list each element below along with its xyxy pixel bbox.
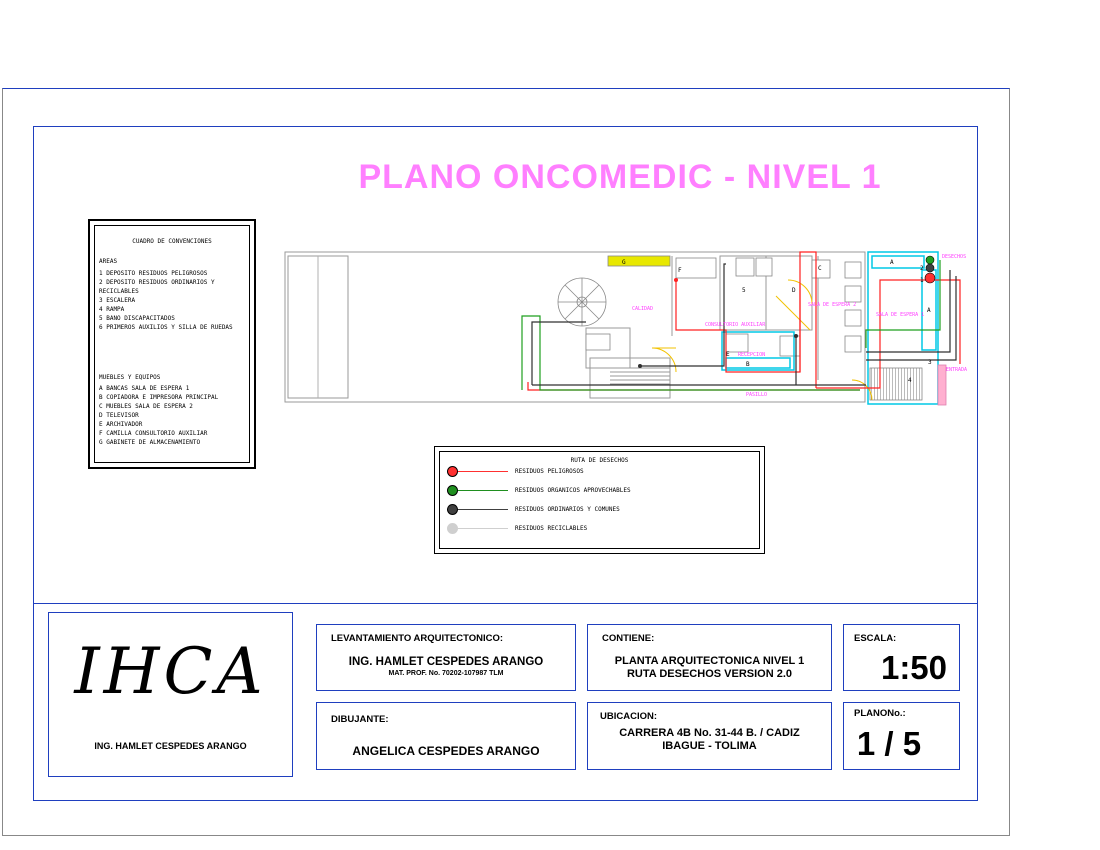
area-item: 5 BANO DISCAPACITADOS [99,315,175,322]
plan-mark-e: E [726,351,730,358]
contains-line2: RUTA DESECHOS VERSION 2.0 [626,668,793,680]
legend-label: RESIDUOS PELIGROSOS [515,468,584,475]
plan-mark-1: 1 [920,277,924,284]
legend-label: RESIDUOS ORGANICOS APROVECHABLES [515,487,631,494]
furniture-list [99,384,218,447]
areas-list [99,269,233,332]
plan-mark-a-side: A [927,307,931,314]
survey-name: ING. HAMLET CESPEDES ARANGO [348,656,544,668]
furniture-item: B COPIADORA E IMPRESORA PRINCIPAL [99,394,219,401]
location-line1: CARRERA 4B No. 31-44 B. / CADIZ [619,727,800,739]
plan-mark-4: 4 [908,377,912,384]
plan-mark-g: G [622,259,626,266]
legend-row-hazardous [447,466,747,478]
label-sala1: SALA DE ESPERA 1 [876,312,925,318]
bin-organic [926,256,934,264]
legend-row-recyclable [447,523,747,535]
sheet-box [843,702,960,770]
area-item: 1 DEPOSITO RESIDUOS PELIGROSOS [99,270,208,277]
bin-hazardous [925,273,935,283]
ordinary-line [458,509,508,510]
logo: IHCA [74,635,267,709]
furniture-item: A BANCAS SALA DE ESPERA 1 [99,385,190,392]
hazardous-dot-icon [447,466,458,477]
label-consultorio: CONSULTORIO AUXILIAR [705,322,766,328]
label-entrada: ENTRADA [946,367,968,373]
legend-label: RESIDUOS ORDINARIOS Y COMUNES [515,506,620,513]
ramp [870,368,922,400]
page-title: PLANO ONCOMEDIC - NIVEL 1 [358,158,882,196]
spiral-stair [558,278,606,326]
route-node [794,334,798,338]
contains-line1: PLANTA ARQUITECTONICA NIVEL 1 [614,655,805,667]
title-block-divider [33,603,978,604]
conventions-table [88,219,256,469]
scale-label: ESCALA: [854,633,897,644]
label-recepcion: RECEPCION [738,352,766,358]
legend-heading: RUTA DE DESECHOS [570,457,629,464]
cabinet-g [608,256,670,266]
plan-mark-c: C [818,265,822,272]
sheet-label: PLANONo.: [854,708,906,719]
organic-dot-icon [447,485,458,496]
building-outline [285,252,865,402]
survey-id: MAT. PROF. No. 70202-107987 TLM [388,670,504,677]
plan-mark-5: 5 [742,287,746,294]
organic-line [458,490,508,491]
location-box [587,702,832,770]
plan-mark-b: B [746,361,750,368]
label-calidad: CALIDAD [632,306,654,312]
plan-mark-d: D [792,287,796,294]
area-item: 2 DEPOSITO RESIDUOS ORDINARIOS Y [99,279,215,286]
recyclable-dot-icon [447,523,458,534]
drafter-name: ANGELICA CESPEDES ARANGO [352,744,540,758]
legend-row-ordinary [447,504,747,516]
logo-caption: ING. HAMLET CESPEDES ARANGO [94,741,247,751]
plan-mark-3: 3 [928,359,932,366]
survey-box [316,624,576,691]
location-label: UBICACION: [600,711,657,722]
logo-box [48,612,293,777]
waste-route-legend [434,446,765,554]
door-swings [652,280,872,400]
plan-mark-a-top: A [890,259,894,266]
plan-mark-2: 2 [920,265,924,272]
furniture-item: C MUEBLES SALA DE ESPERA 2 [99,403,193,410]
floor-plan [280,240,980,415]
survey-label: LEVANTAMIENTO ARQUITECTONICO: [331,633,504,644]
furniture-item: G GABINETE DE ALMACENAMIENTO [99,439,201,446]
route-node [638,364,642,368]
ordinary-dot-icon [447,504,458,515]
label-pasillo: PASILLO [746,392,768,398]
area-item: RECICLABLES [99,288,139,295]
legend-row-organic [447,485,747,497]
drafter-label: DIBUJANTE: [331,714,389,725]
furniture-item: D TELEVISOR [99,412,139,419]
contains-label: CONTIENE: [602,633,655,644]
area-item: 3 ESCALERA [99,297,136,304]
furniture-title: MUEBLES Y EQUIPOS [99,374,161,381]
drafter-box [316,702,576,770]
area-item: 4 RAMPA [99,306,125,313]
plan-mark-f: F [678,267,682,274]
location-line2: IBAGUE - TOLIMA [662,740,757,752]
legend-label: RESIDUOS RECICLABLES [515,525,588,532]
conventions-heading: CUADRO DE CONVENCIONES [132,238,212,245]
areas-title: AREAS [99,258,118,265]
furniture-item: F CAMILLA CONSULTORIO AUXILIAR [99,430,208,437]
sheet-value: 1 / 5 [856,725,922,762]
area-item: 6 PRIMEROS AUXILIOS Y SILLA DE RUEDAS [99,324,233,331]
scale-box [843,624,960,691]
label-sala2: SALA DE ESPERA 2 [808,302,857,308]
label-desechos: DESECHOS [942,254,967,260]
hazardous-line [458,471,508,472]
scale-value: 1:50 [880,649,948,686]
furniture-item: E ARCHIVADOR [99,421,143,428]
recyclable-line [458,528,508,529]
entrance-pad [938,365,946,405]
contains-box [587,624,832,691]
route-node [674,278,678,282]
bin-ordinary [926,264,934,272]
